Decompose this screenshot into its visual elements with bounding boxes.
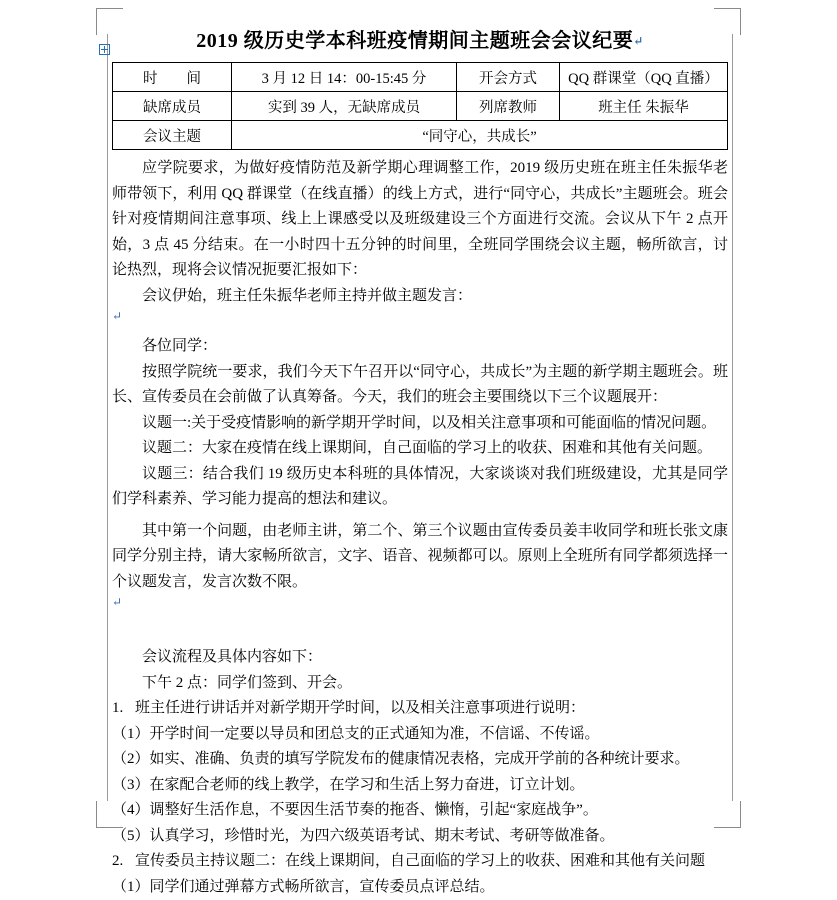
list-item: （1）开学时间一定要以导员和团总支的正式通知为准，不信谣、不传谣。 <box>112 722 728 748</box>
agenda-number: 1. <box>112 700 123 716</box>
meeting-info-table <box>112 62 728 150</box>
paragraph-opening: 会议伊始，班主任朱振华老师主持并做主题发言： <box>112 284 728 310</box>
page-margin-rule-left <box>107 34 108 801</box>
paragraph-mark-icon: ↵ <box>633 34 644 48</box>
list-item <box>112 696 728 722</box>
document-title <box>112 26 728 56</box>
list-item: （3）在家配合老师的线上教学，在学习和生活上努力奋进，订立计划。 <box>112 773 728 799</box>
cell-subject-value: “同守心，共成长” <box>232 121 728 150</box>
paragraph-intro: 应学院要求，为做好疫情防范及新学期心理调整工作，2019 级历史班在班主任朱振华老师带领下，利用 QQ 群课堂（在线直播）的线上方式，进行“同守心，共成长”主题班会。班会针对疫情期间注意事项、线上上课感受以及班级建设三个方面进行交流。会议从下午 2 点开始，3 点 45 分结束。在一小时四十五分钟的时间里，全班同学围绕会议主题，畅所欲言，讨论热烈，现将会议情况扼要汇报如下： <box>112 156 728 284</box>
cell-method-value: QQ 群课堂（QQ 直播） <box>560 63 728 92</box>
paragraph-requirements: 按照学院统一要求，我们今天下午召开以“同守心，共成长”为主题的新学期主题班会。班长、宣传委员在会前做了认真筹备。今天，我们的班会主要围绕以下三个议题展开： <box>112 360 728 411</box>
list-item: （1）同学们通过弹幕方式畅所欲言，宣传委员点评总结。 <box>112 875 728 900</box>
paragraph-salutation: 各位同学： <box>112 334 728 360</box>
empty-line <box>112 595 728 620</box>
paragraph-flow-heading: 会议流程及具体内容如下： <box>112 645 728 671</box>
paragraph-flow-signin: 下午 2 点：同学们签到、开会。 <box>112 671 728 697</box>
list-item: （2）如实、准确、负责的填写学院发布的健康情况表格，完成开学前的各种统计要求。 <box>112 747 728 773</box>
empty-line <box>112 309 728 334</box>
agenda-text: 班主任进行讲话并对新学期开学时间，以及相关注意事项进行说明： <box>135 700 585 716</box>
paragraph-agenda-3: 议题三：结合我们 19 级历史本科班的具体情况，大家谈谈对我们班级建设，尤其是同学们学科素养、学习能力提高的想法和建议。 <box>112 462 728 513</box>
paragraph-mark-icon: ↵ <box>112 595 122 609</box>
paragraph-hosting: 其中第一个问题，由老师主讲，第二个、第三个议题由宣传委员姜丰收同学和班长张文康同学分别主持，请大家畅所欲言，文字、语音、视频都可以。原则上全班所有同学都须选择一个议题发言，发言次数不限。 <box>112 519 728 596</box>
paragraph-agenda-2: 议题二：大家在疫情在线上课期间，自己面临的学习上的收获、困难和其他有关问题。 <box>112 436 728 462</box>
agenda-number: 2. <box>112 853 123 869</box>
table-row <box>113 121 728 150</box>
cell-teacher-value: 班主任 朱振华 <box>560 92 728 121</box>
cell-time-value: 3 月 12 日 14：00-15:45 分 <box>232 63 457 92</box>
list-item: （5）认真学习，珍惜时光，为四六级英语考试、期末考试、考研等做准备。 <box>112 824 728 850</box>
agenda-list <box>112 696 728 900</box>
table-row <box>113 92 728 121</box>
cell-subject-label: 会议主题 <box>113 121 232 150</box>
agenda-text: 宣传委员主持议题二：在线上课期间，自己面临的学习上的收获、困难和其他有关问题 <box>135 853 705 869</box>
page-margin-rule-right <box>732 34 733 801</box>
empty-line <box>112 620 728 645</box>
document-title-text: 2019 级历史学本科班疫情期间主题班会会议纪要 <box>196 30 633 52</box>
list-item: （4）调整好生活作息，不要因生活节奏的拖沓、懒惰，引起“家庭战争”。 <box>112 798 728 824</box>
cell-absent-label: 缺席成员 <box>113 92 232 121</box>
list-item <box>112 849 728 875</box>
cell-teacher-label: 列席教师 <box>457 92 560 121</box>
document-body <box>112 26 728 900</box>
cell-absent-value: 实到 39 人，无缺席成员 <box>232 92 457 121</box>
paragraph-mark-icon: ↵ <box>112 309 122 323</box>
cell-method-label: 开会方式 <box>457 63 560 92</box>
paragraph-agenda-1: 议题一:关于受疫情影响的新学期开学时间，以及相关注意事项和可能面临的情况问题。 <box>112 411 728 437</box>
move-handle-icon[interactable] <box>99 44 110 55</box>
cell-time-label: 时 间 <box>113 63 232 92</box>
table-row <box>113 63 728 92</box>
